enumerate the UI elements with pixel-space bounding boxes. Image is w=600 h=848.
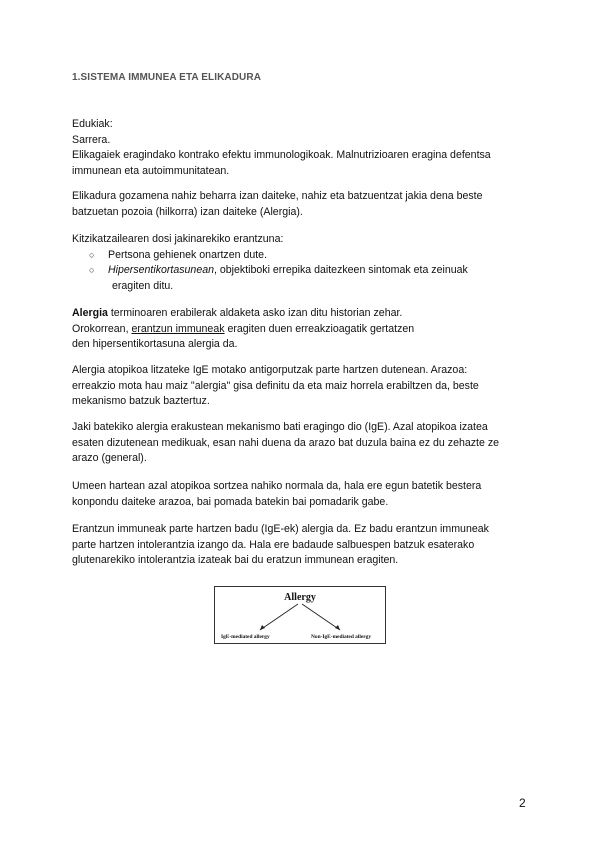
paragraph-line: erreakzio mota hau maiz "alergia" gisa definitu da eta maiz horrela erabiltzen da, beste — [72, 379, 479, 392]
list-item-italic-term: Hipersentikortasunean — [108, 264, 214, 276]
paragraph-line: parte hartzen intolerantzia izango da. Hala ere badaude salbuespen batzuk esaterako — [72, 538, 475, 551]
contents-line: Elikagaiek eragindako kontrako efektu immunologikoak. Malnutrizioaren eragina defentsa — [72, 149, 491, 161]
paragraph-line: den hipersentikortasuna alergia da. — [72, 338, 238, 350]
paragraph-erantzun — [72, 522, 532, 569]
paragraph-line: Erantzun immuneak parte hartzen badu (IgE-ek) alergia da. Ez badu erantzun immuneak — [72, 523, 489, 535]
paragraph-line: Alergia atopikoa litzateke IgE motako antigorputzak parte hartzen dutenean. Arazoa: — [72, 364, 468, 376]
paragraph-line: batzuetan pozoia (hilkorra) izan daiteke (Alergia). — [72, 205, 303, 218]
paragraph-line — [72, 306, 532, 322]
underlined-term: erantzun immuneak — [131, 322, 225, 335]
list-item-text: Pertsona gehienek onartzen dute. — [108, 248, 268, 261]
section-heading: 1.SISTEMA IMMUNEA ETA ELIKADURA — [72, 72, 262, 83]
contents-label: Edukiak: — [72, 118, 113, 130]
contents-line: immunean eta autoimmunitatean. — [72, 164, 230, 177]
list-item — [72, 248, 532, 264]
list-item-text: , objektiboki errepika daitezkeen sintomak eta zeinuak — [214, 264, 468, 276]
list-item-text: eragiten ditu. — [112, 279, 174, 292]
circle-bullet-icon: ○ — [89, 249, 95, 260]
diagram-arrow-left — [260, 604, 298, 630]
bullet-list — [72, 248, 532, 295]
dose-response-block — [72, 232, 532, 294]
paragraph-line: Jaki batekiko alergia erakustean mekanismo bati eragingo dio (IgE). Azal atopikoa izatea — [72, 421, 488, 433]
dose-response-intro: Kitzikatzailearen dosi jakinarekiko erantzuna: — [72, 233, 284, 245]
paragraph-umeen — [72, 479, 532, 510]
page-number: 2 — [519, 796, 526, 810]
diagram-left-label: IgE-mediated allergy — [221, 634, 270, 640]
list-item — [72, 263, 532, 294]
paragraph-line: mekanismo batzuk baztertuz. — [72, 395, 210, 407]
paragraph-alergia — [72, 306, 532, 353]
allergy-diagram-svg — [215, 587, 385, 643]
paragraph-atopikoa — [72, 363, 532, 410]
paragraph-line — [72, 322, 532, 338]
paragraph-line: glutenarekiko intolerantzia izateak bai du eratzun immunean eragiten. — [72, 554, 399, 566]
diagram-arrowhead-left — [260, 625, 265, 630]
diagram-arrow-right — [302, 604, 340, 630]
text-span: eragiten duen erreakzioagatik gertatzen — [224, 322, 415, 335]
text-span: Orokorrean, — [72, 322, 132, 335]
circle-bullet-icon: ○ — [89, 265, 95, 275]
paragraph-line: esaten dizutenean medikuak, esan nahi duena da arazo bat duzula baina ez du zehazte ze — [72, 436, 500, 449]
diagram-right-label: Non-IgE-mediated allergy — [311, 634, 372, 640]
allergy-diagram — [214, 586, 386, 644]
contents-block — [72, 117, 532, 179]
paragraph-mekanismo — [72, 420, 532, 467]
paragraph-line: Elikadura gozamena nahiz beharra izan daiteke, nahiz eta batzuentzat jakia dena beste — [72, 190, 483, 202]
contents-line: Sarrera. — [72, 133, 111, 146]
paragraph-line: Umeen hartean azal atopikoa sortzea nahiko normala da, hala ere egun batetik bestera — [72, 480, 482, 492]
text-span: terminoaren erabilerak aldaketa asko izan ditu historian zehar. — [107, 307, 403, 319]
paragraph-line: konpondu daiteke arazoa, bai pomada batekin bai pomadarik gabe. — [72, 495, 389, 508]
paragraph-line: arazo (general). — [72, 452, 147, 464]
diagram-top-label: Allergy — [284, 592, 316, 603]
diagram-arrowhead-right — [335, 625, 340, 630]
bold-term: Alergia — [72, 307, 108, 319]
paragraph-gozamena — [72, 189, 532, 220]
